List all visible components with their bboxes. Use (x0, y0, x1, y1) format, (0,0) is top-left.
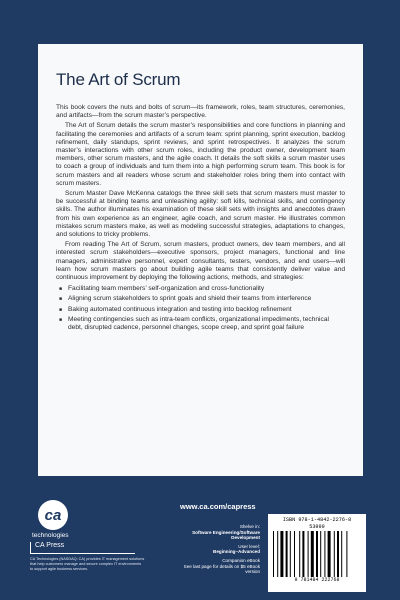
level-value: Beginning–Advanced (213, 549, 260, 555)
barcode-bar (334, 531, 335, 577)
barcode-bar (341, 531, 342, 577)
isbn-barcode (268, 514, 366, 592)
barcode-bar (308, 531, 309, 577)
barcode-digits: 9 781484 222768 (294, 577, 340, 583)
barcode-bar (311, 531, 314, 577)
shelve-heading: Shelve in: (239, 524, 260, 529)
barcode-bar (286, 531, 288, 577)
shelve-value: Software Engineering/Software Development (192, 529, 260, 541)
barcode-bar (273, 531, 274, 577)
paragraph: This book covers the nuts and bolts of scrum—its framework, roles, team structures, ceremonies, and artifacts—from the scrum master’s perspective. (56, 104, 345, 120)
book-title: The Art of Scrum (56, 70, 181, 89)
barcode-bar (294, 531, 295, 577)
isbn-price: 53999 (309, 524, 325, 530)
barcode-bar (316, 531, 318, 577)
barcode-bar (337, 531, 339, 577)
level-heading: User level: (238, 543, 260, 549)
publisher-url[interactable]: www.ca.com/capress (180, 502, 256, 511)
publisher-smallprint: CA Technologies (NASDAQ: CA) provides IT management solutions that help customers manage and secure complex IT environments to support agile business services. (30, 557, 145, 571)
barcode-bar (299, 531, 300, 577)
paragraph: The Art of Scrum details the scrum master’s responsibilities and core functions in planning and facilitating the ceremonies and artifacts of a scrum team: sprint planning, sprint execution, backlog refinement, daily standups, sprint reviews, and sprint retrospectives. It analyzes the scrum master’s interactions with other scrum roles, including the product owner, development team members, other scrum masters, and the agile coach. It details the soft skills a scrum master uses to coach a group of individuals and turn them into a high performing scrum team. This book is for scrum masters and all readers whose scrum and stakeholder roles bring them into contact with scrum masters. (56, 122, 345, 187)
bullet-list (56, 285, 345, 332)
isbn-number: ISBN 978-1-4842-2276-8 (282, 517, 352, 523)
shelving-info (180, 524, 260, 575)
bullet-item: ■ Baking automated continuous integration and testing into backlog refinement (68, 306, 345, 314)
barcode-bar (328, 531, 331, 577)
bullet-item: ■ Facilitating team members’ self-organization and cross-functionality (68, 285, 345, 293)
logo-text: technologies (32, 532, 69, 539)
barcode-bar (290, 531, 291, 577)
bullet-item: ■ Aligning scrum stakeholders to sprint goals and shield their teams from interference (68, 295, 345, 303)
description-body (56, 104, 345, 332)
barcode-bar (346, 531, 347, 577)
description-panel (38, 44, 363, 476)
press-label: CA Press (30, 542, 135, 554)
ca-logo-icon: ca (38, 500, 68, 530)
ebook-note: Companion eBook See last page for details on $5 eBook version (183, 557, 260, 575)
paragraph: From reading The Art of Scrum, scrum masters, product owners, dev team members, and all interested scrum stakeholders—executive sponsors, project managers, functional and line managers, administrative personnel, expert consultants, testers, vendors, and end users—will learn how scrum masters go about building agile teams that consistently deliver value and continuous improvement by deploying the following actions, methods, and strategies: (56, 241, 345, 282)
barcode-bar (302, 531, 304, 577)
barcode-bar (280, 531, 283, 577)
barcode-icon (272, 531, 362, 577)
bullet-item: ■ Meeting contingencies such as intra-team conflicts, organizational impediments, technical debt, disrupted cadence, personnel changes, scope creep, and sprint goal failure (68, 316, 345, 332)
barcode-bar (324, 531, 325, 577)
paragraph: Scrum Master Dave McKenna catalogs the three skill sets that scrum masters must master to be successful at binding teams and unleashing agility: soft kills, technical skills, and contingency skills. The author illuminates his examination of these skill sets with insights and anecdotes drawn from his own experience as an engineer, agile coach, and scrum master. He illustrates common mistakes scrum masters make, as well as modeling successful strategies, adaptations to changes, and solutions to tricky problems. (56, 190, 345, 239)
barcode-bar (320, 531, 321, 577)
barcode-bar (277, 531, 278, 577)
